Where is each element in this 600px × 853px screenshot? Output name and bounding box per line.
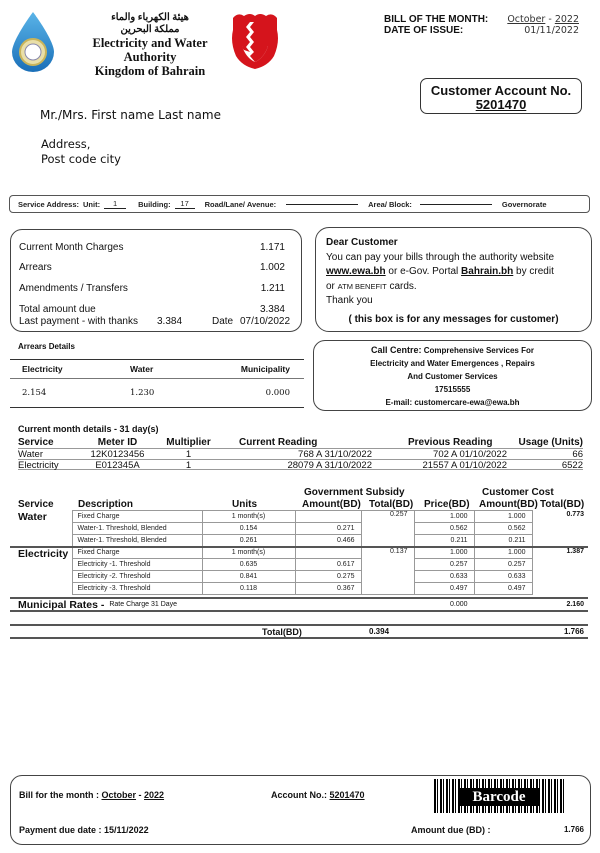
- service-address-label: Service Address:: [18, 199, 80, 209]
- table-row: Water-1. Threshold, Blended 0.261 0.466 0.211 0.211: [10, 535, 588, 547]
- table-row: Electricity Fixed Charge 1 month(s) 0.137 1.000 1.000 1.387: [10, 547, 588, 559]
- kingdom-arabic-name: مملكة البحرين: [120, 24, 180, 35]
- slip-amount-due-label: Amount due (BD) :: [411, 825, 491, 835]
- charges-detail-header: Service Description Units Government Subsidy Amount(BD) Total(BD) Customer Cost Price(BD) Amount(BD) Total(BD): [18, 487, 585, 510]
- total-subsidy: 0.394: [369, 627, 390, 636]
- last-payment-amount: 3.384: [157, 316, 183, 327]
- arrears-water: 1.230: [130, 388, 155, 398]
- table-row: Electricity -2. Threshold 0.841 0.275 0.633 0.633: [10, 571, 588, 583]
- message-title: Dear Customer: [326, 237, 398, 248]
- area-value: [420, 204, 492, 205]
- service-electricity: Electricity: [10, 547, 72, 595]
- arrears-title: Arrears Details: [18, 342, 75, 351]
- table-row: Water 12K0123456 1 768 A 31/10/2022 702 A 01/10/2022 66: [18, 449, 583, 460]
- table-row: Electricity E012345A 1 28079 A 31/10/2022 21557 A 01/10/2022 6522: [18, 460, 583, 471]
- charge-row-amendments: Amendments / Transfers 1.211: [19, 282, 285, 294]
- call-centre-box: Call Centre: Comprehensive Services For Electricity and Water Emergences , Repairs And Customer Services 17515555 E-mail: customercare-ewa@ewa.bh: [313, 340, 592, 411]
- bill-meta: BILL OF THE MONTH: October - 2022 DATE OF ISSUE: 01/11/2022: [384, 14, 579, 36]
- customer-address: [41, 137, 121, 167]
- table-row: Water Fixed Charge 1 month(s) 0.257 1.000 1.000 0.773: [10, 511, 588, 523]
- customer-message-box: Dear Customer You can pay your bills through the authority website www.ewa.bh or e-Gov. Portal Bahrain.bh by credit or ATM BENEFIT cards. Thank you ( this box is for any messages for customer): [315, 227, 592, 332]
- service-address-bar: Service Address: Unit: 1 Building: 17 Road/Lane/ Avenue: Area/ Block: Governorate: [9, 195, 590, 213]
- ewa-website-link[interactable]: www.ewa.bh: [326, 266, 386, 277]
- message-note: ( this box is for any messages for customer): [348, 313, 559, 325]
- bill-month: October: [507, 14, 546, 25]
- charge-row-current: Current Month Charges 1.171: [19, 241, 285, 253]
- account-label: Customer Account No.: [430, 83, 572, 98]
- building-value: 17: [175, 199, 195, 209]
- authority-title: [70, 12, 230, 78]
- issue-date: 01/11/2022: [524, 25, 579, 36]
- call-centre-email: E-mail: customercare-ewa@ewa.bh: [385, 398, 520, 407]
- unit-value: 1: [104, 199, 126, 209]
- water-subsidy-total: 0.257: [361, 511, 414, 547]
- bahrain-crest-icon: [230, 12, 280, 70]
- governorate-label: Governorate: [501, 199, 547, 209]
- water-drop-logo-icon: [8, 10, 58, 72]
- customer-name: Mr./Mrs. First name Last name: [40, 108, 221, 122]
- slip-account: Account No.: 5201470: [271, 790, 365, 800]
- arrears-electricity: 2.154: [22, 388, 47, 398]
- table-row: Electricity -3. Threshold 0.118 0.367 0.497 0.497: [10, 583, 588, 595]
- meter-readings-table: Service Meter ID Multiplier Current Reading Previous Reading Usage (Units) Water 12K0123456 1 768 A 31/10/2022 702 A 01/10/2022 66 Electricity E012345A 1 28079 A 31/10/2022 21557 A 01/10/2022 6522: [18, 437, 583, 471]
- current-month-title: Current month details - 31 day(s): [18, 424, 159, 434]
- call-centre-phone: 17515555: [434, 385, 471, 394]
- road-value: [286, 204, 358, 205]
- municipal-total: 2.160: [566, 601, 584, 608]
- address-line-1: Address,: [41, 137, 91, 151]
- account-number: 5201470: [475, 97, 527, 112]
- charges-detail-table: [10, 510, 588, 595]
- table-row: Water-1. Threshold, Blended 0.154 0.271 0.562 0.562: [10, 523, 588, 535]
- slip-amount-due: 1.766: [563, 825, 584, 834]
- barcode-label: Barcode: [458, 788, 540, 806]
- bahrain-portal-link[interactable]: Bahrain.bh: [461, 266, 514, 277]
- slip-due-date: Payment due date : 15/11/2022: [19, 825, 149, 835]
- electricity-cost-total: 1.387: [532, 547, 588, 595]
- municipal-rates-row: Municipal Rates - Rate Charge 31 Daye 0.000 2.160: [10, 597, 588, 612]
- last-payment-date: 07/10/2022: [240, 316, 291, 327]
- last-payment-row: Last payment - with thanks 3.384 Date 07/10/2022: [19, 316, 291, 327]
- service-water: Water: [18, 510, 47, 523]
- charge-row-total: Total amount due 3.384: [19, 303, 285, 315]
- address-line-2: Post code city: [41, 152, 121, 166]
- issue-date-label: DATE OF ISSUE:: [384, 25, 464, 36]
- electricity-subsidy-total: 0.137: [361, 547, 414, 595]
- water-cost-total: 0.773: [566, 510, 584, 518]
- table-row: Electricity -1. Threshold 0.635 0.617 0.257 0.257: [10, 559, 588, 571]
- kingdom-name: Kingdom of Bahrain: [94, 64, 206, 78]
- bill-year: 2022: [554, 14, 579, 25]
- grand-total-row: [10, 624, 588, 639]
- charge-row-arrears: Arrears 1.002: [19, 262, 285, 274]
- customer-account-box: [420, 78, 582, 114]
- total-amount: 1.766: [563, 627, 584, 636]
- arrears-municipality: 0.000: [265, 388, 290, 398]
- charges-summary: [10, 229, 302, 332]
- authority-name: Electricity and Water Authority: [92, 36, 208, 64]
- authority-arabic-name: هيئة الكهرباء والماء: [111, 12, 189, 23]
- slip-bill-month: Bill for the month : October - 2022: [19, 790, 165, 800]
- municipal-price: 0.000: [450, 601, 468, 608]
- arrears-table: Electricity Water Municipality 2.154 1.230 0.000: [10, 359, 304, 408]
- barcode-icon: [434, 779, 564, 813]
- total-label: Total(BD): [262, 627, 302, 637]
- bill-month-label: BILL OF THE MONTH:: [384, 14, 489, 25]
- municipal-label: Municipal Rates -: [18, 598, 105, 611]
